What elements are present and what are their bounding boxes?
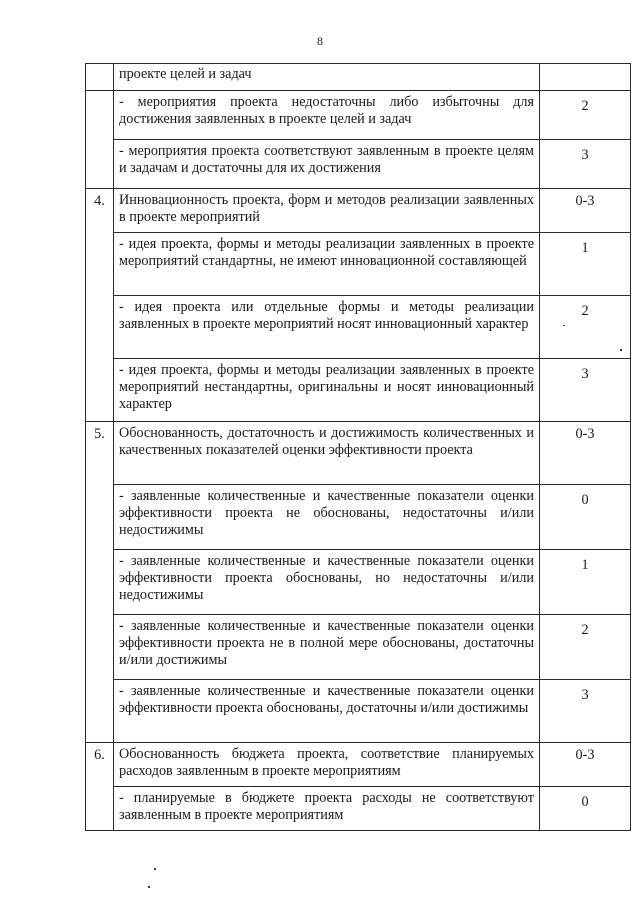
table-row-continued <box>86 64 631 91</box>
page-number: 8 <box>317 34 323 48</box>
scan-speck <box>563 325 565 326</box>
scan-speck <box>154 868 156 870</box>
criterion-number: 4. <box>86 189 114 422</box>
criterion-score <box>540 64 631 91</box>
option-score: 2 <box>540 91 631 140</box>
option-text: - идея проекта, формы и методы реализации заявленных в проекте мероприятий стандартны, не имеют инновационной составляющей <box>114 233 540 296</box>
option-score: 0 <box>540 787 631 831</box>
criterion-row <box>86 743 631 787</box>
criterion-number <box>86 64 114 91</box>
criterion-number: 6. <box>86 743 114 831</box>
criterion-number <box>86 91 114 189</box>
criterion-title: Обоснованность, достаточность и достижимость количественных и качественных показателей оценки эффективности проекта <box>114 422 540 485</box>
table-row <box>86 296 631 359</box>
table-row <box>86 233 631 296</box>
option-text: - планируемые в бюджете проекта расходы не соответствуют заявленным в проекте мероприятиям <box>114 787 540 831</box>
table-row <box>86 91 631 140</box>
criterion-number: 5. <box>86 422 114 743</box>
option-score: 3 <box>540 680 631 743</box>
criterion-text: проекте целей и задач <box>114 64 540 91</box>
option-text: - заявленные количественные и качественные показатели оценки эффективности проекта не обоснованы, недостаточны и/или недостижимы <box>114 485 540 550</box>
table-row <box>86 140 631 189</box>
criterion-score-range: 0-3 <box>540 422 631 485</box>
option-text: - идея проекта или отдельные формы и методы реализации заявленных в проекте мероприятий носят инновационный характер <box>114 296 540 359</box>
criterion-score-range: 0-3 <box>540 189 631 233</box>
option-score: 2 <box>540 615 631 680</box>
criterion-row <box>86 422 631 485</box>
table-row <box>86 485 631 550</box>
option-text: - мероприятия проекта недостаточны либо избыточны для достижения заявленных в проекте целей и задач <box>114 91 540 140</box>
option-text: - заявленные количественные и качественные показатели оценки эффективности проекта не в полной мере обоснованы, достаточны и/или достижимы <box>114 615 540 680</box>
scan-speck <box>148 886 150 888</box>
option-text: - заявленные количественные и качественные показатели оценки эффективности проекта обоснованы, достаточны и/или достижимы <box>114 680 540 743</box>
criterion-score-range: 0-3 <box>540 743 631 787</box>
table-row <box>86 550 631 615</box>
option-score: 1 <box>540 233 631 296</box>
option-score: 1 <box>540 550 631 615</box>
option-score: 3 <box>540 359 631 422</box>
criteria-table <box>85 63 631 831</box>
criterion-title: Обоснованность бюджета проекта, соответствие планируемых расходов заявленным в проекте мероприятиям <box>114 743 540 787</box>
option-score: 3 <box>540 140 631 189</box>
scan-speck <box>620 349 622 351</box>
option-text: - мероприятия проекта соответствуют заявленным в проекте целям и задачам и достаточны для их достижения <box>114 140 540 189</box>
table-row <box>86 680 631 743</box>
criterion-row <box>86 189 631 233</box>
option-text: - заявленные количественные и качественные показатели оценки эффективности проекта обоснованы, но недостаточны и/или недостижимы <box>114 550 540 615</box>
table-row <box>86 615 631 680</box>
option-text: - идея проекта, формы и методы реализации заявленных в проекте мероприятий нестандартны, оригинальны и носят инновационный характер <box>114 359 540 422</box>
table-row <box>86 359 631 422</box>
table-row <box>86 787 631 831</box>
criterion-title: Инновационность проекта, форм и методов реализации заявленных в проекте мероприятий <box>114 189 540 233</box>
option-score: 2 <box>540 296 631 359</box>
option-score: 0 <box>540 485 631 550</box>
